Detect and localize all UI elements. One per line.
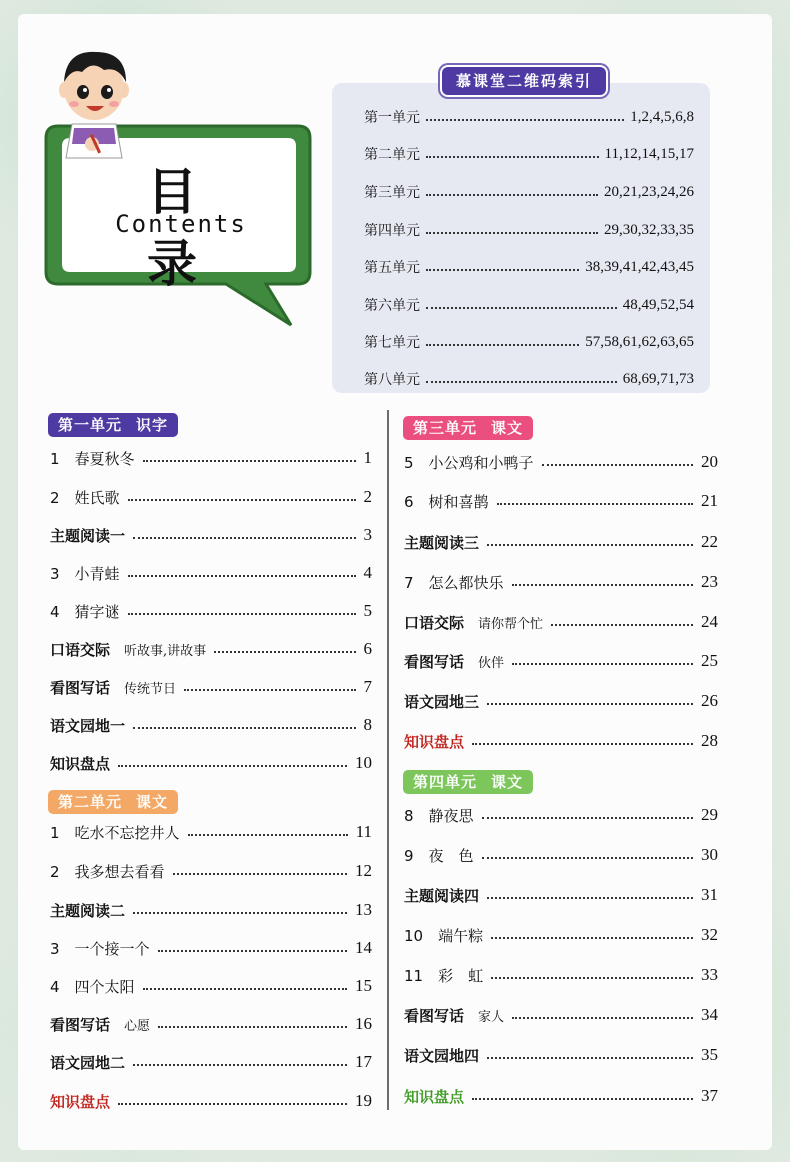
unit-name: 第四单元 [413, 773, 478, 791]
entry-title: 语文园地一 [50, 716, 126, 735]
entry-title: 5 小公鸡和小鸭子 [404, 453, 534, 472]
unit-4-badge [403, 770, 533, 794]
entry-page: 12 [355, 861, 372, 880]
entry-page: 11 [355, 822, 372, 841]
toc-entry[interactable] [50, 637, 372, 661]
entry-title: 11 彩 虹 [404, 966, 484, 985]
entry-page: 30 [701, 845, 718, 864]
leader-dots [491, 937, 693, 939]
boy-mascot-icon [52, 44, 136, 162]
qr-page-list: 29,30,32,33,35 [604, 221, 694, 238]
toc-entry[interactable] [50, 485, 372, 509]
toc-entry[interactable] [50, 936, 372, 960]
qr-unit-label: 第四单元 [364, 223, 420, 239]
unit-kind: 识字 [136, 416, 169, 434]
toc-entry[interactable] [50, 1050, 372, 1074]
leader-dots [487, 897, 693, 899]
entry-page: 26 [701, 691, 718, 710]
entry-page: 16 [355, 1014, 372, 1033]
leader-dots [426, 344, 579, 346]
entry-title: 看图写话 [404, 652, 465, 671]
unit-name: 第一单元 [58, 416, 123, 434]
page-subtitle: Contents [115, 210, 247, 238]
qr-unit-label: 第八单元 [364, 372, 420, 388]
qr-page-list: 38,39,41,42,43,45 [585, 258, 694, 275]
leader-dots [128, 613, 356, 615]
entry-title: 6 树和喜鹊 [404, 492, 489, 511]
entry-page: 6 [363, 639, 372, 658]
qr-page-list: 20,21,23,24,26 [604, 183, 694, 200]
entry-page: 10 [355, 753, 372, 772]
entry-page: 32 [701, 925, 718, 944]
leader-dots [426, 194, 598, 196]
entry-page: 4 [363, 563, 372, 582]
entry-page: 28 [701, 731, 718, 750]
toc-entry[interactable] [404, 843, 718, 867]
leader-dots [214, 651, 355, 653]
toc-entry[interactable] [404, 489, 718, 513]
leader-dots [143, 460, 356, 462]
entry-title: 主题阅读四 [404, 886, 480, 905]
entry-page: 1 [363, 448, 372, 467]
entry-subtitle: 请你帮个忙 [478, 616, 544, 632]
entry-title: 看图写话 [50, 1015, 111, 1034]
leader-dots [188, 834, 348, 836]
toc-entry[interactable] [404, 1084, 718, 1108]
entry-page: 13 [355, 900, 372, 919]
leader-dots [512, 663, 693, 665]
entry-page: 22 [701, 532, 718, 551]
leader-dots [551, 624, 693, 626]
unit-1-badge [48, 413, 178, 437]
toc-entry[interactable] [404, 1043, 718, 1067]
leader-dots [133, 1064, 347, 1066]
toc-entry[interactable] [50, 1089, 372, 1113]
leader-dots [426, 381, 617, 383]
toc-entry[interactable] [50, 675, 372, 699]
entry-title: 9 夜 色 [404, 846, 474, 865]
qr-unit-label: 第七单元 [364, 335, 420, 351]
entry-page: 5 [363, 601, 372, 620]
entry-title: 语文园地四 [404, 1046, 480, 1065]
entry-title: 2 姓氏歌 [50, 488, 120, 507]
entry-page: 2 [363, 487, 372, 506]
toc-entry[interactable] [404, 649, 718, 673]
qr-index-row [364, 368, 694, 390]
leader-dots [426, 269, 579, 271]
qr-unit-label: 第六单元 [364, 298, 420, 314]
qr-index-row [364, 331, 694, 353]
entry-title: 知识盘点 [50, 754, 111, 773]
entry-page: 34 [701, 1005, 718, 1024]
toc-entry[interactable] [404, 963, 718, 987]
entry-subtitle: 家人 [478, 1009, 505, 1025]
qr-unit-label: 第五单元 [364, 260, 420, 276]
leader-dots [497, 503, 693, 505]
leader-dots [128, 499, 356, 501]
entry-title: 口语交际 [50, 640, 111, 659]
toc-entry[interactable] [50, 859, 372, 883]
entry-title: 知识盘点 [404, 732, 465, 751]
leader-dots [487, 1057, 693, 1059]
leader-dots [426, 307, 617, 309]
qr-index-row [364, 143, 694, 165]
toc-entry[interactable] [404, 923, 718, 947]
entry-title: 10 端午粽 [404, 926, 484, 945]
leader-dots [487, 544, 693, 546]
entry-page: 33 [701, 965, 718, 984]
unit-kind: 课文 [136, 793, 169, 811]
entry-page: 37 [701, 1086, 718, 1105]
leader-dots [118, 765, 347, 767]
toc-entry[interactable] [50, 713, 372, 737]
toc-entry[interactable] [50, 1012, 372, 1036]
toc-entry[interactable] [404, 729, 718, 753]
leader-dots [487, 703, 693, 705]
leader-dots [133, 727, 355, 729]
entry-page: 14 [355, 938, 372, 957]
leader-dots [482, 857, 693, 859]
entry-subtitle: 传统节日 [124, 681, 177, 697]
leader-dots [472, 1098, 693, 1100]
entry-title: 语文园地三 [404, 692, 480, 711]
leader-dots [158, 950, 347, 952]
leader-dots [184, 689, 355, 691]
entry-page: 31 [701, 885, 718, 904]
toc-entry[interactable] [50, 599, 372, 623]
entry-page: 15 [355, 976, 372, 995]
leader-dots [158, 1026, 347, 1028]
leader-dots [133, 912, 347, 914]
entry-page: 29 [701, 805, 718, 824]
column-divider [387, 410, 389, 1110]
entry-title: 看图写话 [50, 678, 111, 697]
entry-page: 35 [701, 1045, 718, 1064]
qr-index-row [364, 181, 694, 203]
leader-dots [512, 1017, 693, 1019]
entry-page: 19 [355, 1091, 372, 1110]
unit-2-badge [48, 790, 178, 814]
toc-entry[interactable] [404, 1003, 718, 1027]
entry-page: 8 [363, 715, 372, 734]
toc-entry[interactable] [50, 446, 372, 470]
entry-subtitle: 听故事,讲故事 [124, 643, 207, 659]
qr-index-row [364, 256, 694, 278]
leader-dots [426, 119, 624, 121]
qr-page-list: 68,69,71,73 [622, 370, 694, 387]
qr-unit-label: 第三单元 [364, 185, 420, 201]
qr-unit-label: 第二单元 [364, 147, 420, 163]
leader-dots [143, 988, 347, 990]
entry-title: 2 我多想去看看 [50, 862, 165, 881]
qr-page-list: 1,2,4,5,6,8 [630, 108, 694, 125]
toc-entry[interactable] [404, 803, 718, 827]
entry-title: 8 静夜思 [404, 806, 474, 825]
entry-title: 3 小青蛙 [50, 564, 120, 583]
toc-entry[interactable] [404, 570, 718, 594]
toc-entry[interactable] [404, 530, 718, 554]
entry-title: 口语交际 [404, 613, 465, 632]
qr-page-list: 48,49,52,54 [622, 296, 694, 313]
leader-dots [512, 584, 693, 586]
toc-entry[interactable] [404, 689, 718, 713]
toc-entry[interactable] [50, 820, 372, 844]
entry-title: 主题阅读一 [50, 526, 126, 545]
entry-subtitle: 伙伴 [478, 655, 505, 671]
page-title: 目 录 [147, 163, 215, 293]
entry-title: 知识盘点 [50, 1092, 111, 1111]
leader-dots [491, 977, 693, 979]
leader-dots [482, 817, 693, 819]
leader-dots [133, 537, 355, 539]
leader-dots [118, 1103, 347, 1105]
entry-title: 主题阅读三 [404, 533, 480, 552]
toc-entry[interactable] [50, 974, 372, 998]
entry-page: 7 [363, 677, 372, 696]
unit-kind: 课文 [491, 773, 524, 791]
entry-page: 25 [701, 651, 718, 670]
qr-unit-label: 第一单元 [364, 110, 420, 126]
entry-title: 7 怎么都快乐 [404, 573, 504, 592]
entry-title: 4 四个太阳 [50, 977, 135, 996]
entry-page: 23 [701, 572, 718, 591]
toc-entry[interactable] [50, 751, 372, 775]
entry-page: 17 [355, 1052, 372, 1071]
qr-page-list: 57,58,61,62,63,65 [585, 333, 694, 350]
entry-page: 3 [363, 525, 372, 544]
unit-name: 第二单元 [58, 793, 123, 811]
entry-title: 知识盘点 [404, 1087, 465, 1106]
unit-name: 第三单元 [413, 419, 478, 437]
entry-title: 4 猜字谜 [50, 602, 120, 621]
qr-index-row [364, 106, 694, 128]
entry-title: 3 一个接一个 [50, 939, 150, 958]
entry-subtitle: 心愿 [124, 1018, 151, 1034]
entry-title: 语文园地二 [50, 1053, 126, 1072]
leader-dots [128, 575, 356, 577]
entry-page: 21 [701, 491, 718, 510]
unit-3-badge [403, 416, 533, 440]
qr-index-row [364, 219, 694, 241]
toc-entry[interactable] [50, 561, 372, 585]
leader-dots [472, 743, 693, 745]
toc-entry[interactable] [404, 883, 718, 907]
unit-kind: 课文 [491, 419, 524, 437]
toc-entry[interactable] [404, 450, 718, 474]
entry-title: 1 吃水不忘挖井人 [50, 823, 180, 842]
leader-dots [426, 156, 599, 158]
toc-entry[interactable] [50, 523, 372, 547]
qr-page-list: 11,12,14,15,17 [604, 145, 694, 162]
qr-index-title: 慕课堂二维码索引 [442, 67, 606, 95]
leader-dots [173, 873, 347, 875]
leader-dots [426, 232, 598, 234]
toc-entry[interactable] [404, 610, 718, 634]
entry-title: 主题阅读二 [50, 901, 126, 920]
entry-page: 20 [701, 452, 718, 471]
entry-page: 24 [701, 612, 718, 631]
entry-title: 看图写话 [404, 1006, 465, 1025]
entry-title: 1 春夏秋冬 [50, 449, 135, 468]
toc-entry[interactable] [50, 898, 372, 922]
qr-index-row [364, 294, 694, 316]
leader-dots [542, 464, 693, 466]
